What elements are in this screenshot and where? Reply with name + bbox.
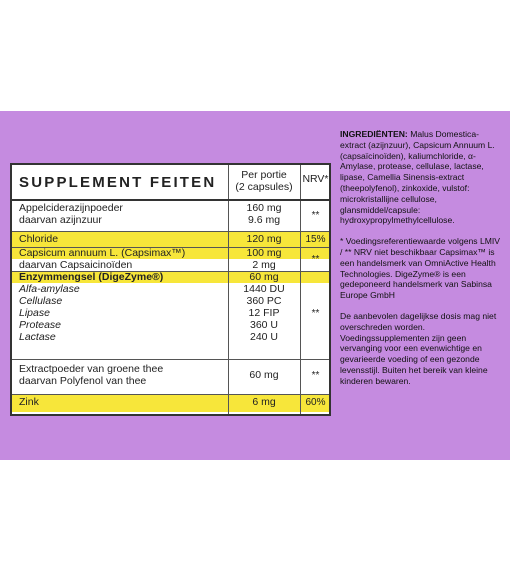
- capsaicinoiden-label: daarvan Capsaicinoïden: [19, 259, 133, 271]
- per-portion-label: Per portie: [241, 169, 287, 181]
- table-title: SUPPLEMENT FEITEN: [19, 174, 217, 191]
- azijnzuur-label: daarvan azijnzuur: [19, 214, 102, 226]
- thee-label: Extractpoeder van groene thee: [19, 363, 164, 375]
- appel-label: Appelciderazijnpoeder: [19, 202, 123, 214]
- enzym-item-value: 360 U: [249, 319, 279, 331]
- row-divider: [12, 231, 329, 232]
- azijnzuur-value: 9.6 mg: [247, 214, 281, 226]
- ingredients-text: Malus Domestica-extract (azijnzuur), Capsicum Annuum L. (capsaïcinoïden), kaliumchloride, α-Amylase, protease, cellulase, lactase, lipase, Camellia Sinensis-extract (theepolyfenol), zinkoxide, vulstof: microkristallijne cellulose, glansmiddel/capsule: hydroxypropylmethylcellulose.: [340, 129, 495, 226]
- capsicum-nrv: **: [311, 254, 320, 265]
- capsaicinoiden-value: 2 mg: [252, 259, 276, 271]
- appel-value: 160 mg: [246, 202, 282, 214]
- capsicum-value: 100 mg: [246, 247, 282, 259]
- zink-label: Zink: [19, 396, 39, 408]
- notes-paragraph: * Voedingsreferentiewaarde volgens LMIV / ** NRV niet beschikbaar Capsimax™ is een handelsmerk van OmniActive Health Technologies. DigeZyme® is een gedeponeerd handelsmerk van Sabinsa Europe GmbH: [340, 236, 501, 301]
- capsicum-label: Capsicum annuum L. (Capsimax™): [19, 247, 186, 259]
- zink-nrv: 60%: [305, 397, 326, 408]
- enzym-item: Protease: [19, 319, 62, 331]
- thee-nrv: **: [311, 370, 320, 381]
- enzym-item: Alfa-amylase: [19, 283, 80, 295]
- chloride-nrv: 15%: [305, 234, 326, 245]
- enzym-nrv: **: [311, 308, 320, 319]
- enzym-label: Enzymmengsel (DigeZyme®): [19, 271, 164, 283]
- thee-value: 60 mg: [249, 369, 279, 381]
- enzym-item: Lactase: [19, 331, 56, 343]
- ingredients-heading: INGREDIËNTEN:: [340, 129, 408, 139]
- row-divider: [12, 359, 329, 360]
- zink-value: 6 mg: [252, 396, 276, 408]
- enzym-item-value: 1440 DU: [243, 283, 285, 295]
- polyfenol-label: daarvan Polyfenol van thee: [19, 375, 147, 387]
- chloride-label: Chloride: [19, 233, 59, 245]
- enzym-item-value: 12 FIP: [248, 307, 280, 319]
- capsules-label: (2 capsules): [235, 181, 293, 193]
- enzym-item: Lipase: [19, 307, 50, 319]
- row-divider: [12, 394, 329, 395]
- supplement-facts-table: [10, 163, 331, 416]
- chloride-value: 120 mg: [246, 233, 282, 245]
- advice-paragraph: De aanbevolen dagelijkse dosis mag niet overschreden worden. Voedingssupplementen zijn geen vervanging voor een evenwichtige en gevarieerde voeding of een gezonde levensstijl. Buiten het bereik van kleine kinderen bewaren.: [340, 310, 497, 386]
- header-divider: [12, 199, 329, 201]
- ingredients-text-block: [340, 129, 502, 397]
- ingredients-paragraph: [340, 129, 502, 226]
- enzym-item-value: 360 PC: [246, 295, 282, 307]
- enzym-value: 60 mg: [249, 271, 279, 283]
- enzym-item-value: 240 U: [249, 331, 279, 343]
- nrv-header: NRV*: [302, 173, 329, 185]
- appel-nrv: **: [311, 210, 320, 221]
- enzym-item: Cellulase: [19, 295, 63, 307]
- per-portion-header: [228, 169, 300, 193]
